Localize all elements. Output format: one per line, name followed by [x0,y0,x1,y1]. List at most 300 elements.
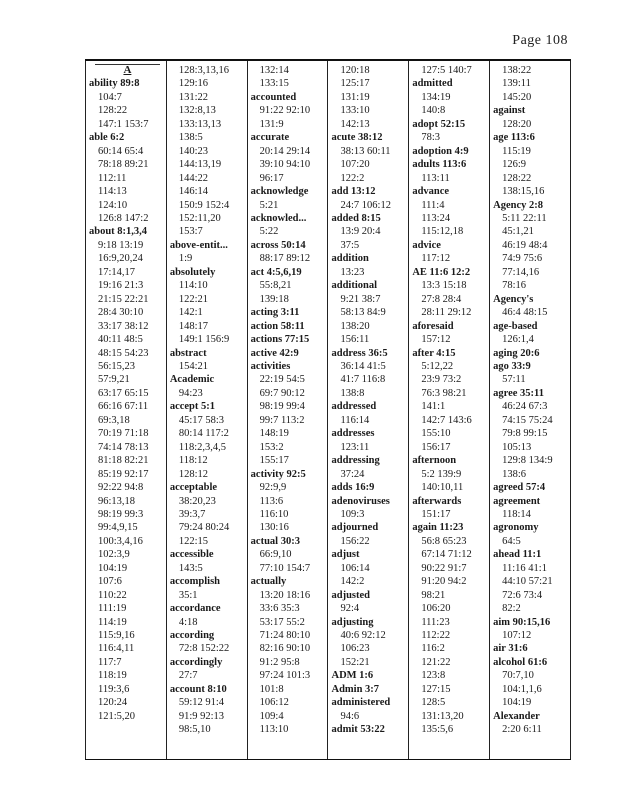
index-reference-entry: 76:3 98:21 [421,387,467,399]
index-reference-entry: 63:17 65:15 [98,387,149,399]
index-reference-entry: 139:18 [259,293,289,305]
index-reference-entry: 74:9 75:6 [502,253,543,265]
index-reference-entry: 155:10 [421,428,451,440]
index-term-entry: addressing [331,455,380,467]
index-term-entry: adjourned [331,522,379,534]
index-reference-entry: 57:9,21 [98,374,130,386]
index-reference-entry: 79:8 99:15 [502,428,548,440]
index-reference-entry: 120:18 [340,65,370,76]
index-reference-entry: 122:15 [178,535,208,547]
index-reference-entry: 38:20,23 [178,495,216,507]
index-term-entry: accessible [169,549,214,561]
index-term-entry: above-entit... [169,239,228,251]
index-reference-entry: 133:10 [340,105,370,117]
index-reference-entry: 118:19 [98,670,127,682]
index-reference-entry: 60:14 65:4 [98,145,144,157]
index-term-entry: age 113:6 [493,132,535,144]
index-reference-entry: 156:17 [421,441,451,453]
index-reference-entry: 46:19 48:4 [502,239,548,251]
index-reference-entry: 77:14,16 [502,266,540,278]
index-term-entry: additional [331,280,378,292]
index-reference-entry: 127:5 140:7 [421,65,472,76]
index-reference-entry: 132:14 [259,65,289,76]
index-reference-entry: 106:20 [421,603,451,615]
index-column [408,61,489,759]
index-reference-entry: 153:7 [178,226,203,238]
index-reference-entry: 123:11 [340,441,370,453]
index-term-entry: adjusted [331,589,370,601]
index-reference-entry: 66:16 67:11 [98,401,149,413]
index-term-entry: administered [331,697,391,709]
index-term-entry: Academic [169,374,215,386]
index-term-entry: activities [250,360,291,372]
index-reference-entry: 39:10 94:10 [259,159,311,171]
index-reference-entry: 155:17 [259,455,289,467]
index-term-entry: addition [331,253,369,265]
index-reference-entry: 104:7 [98,91,122,103]
index-reference-entry: 92:4 [340,603,360,615]
index-reference-entry: 140:10,11 [421,482,464,494]
index-reference-entry: 128:22 [98,105,128,117]
index-term-entry: ago 33:9 [493,360,531,372]
index-reference-entry: 64:5 [502,535,521,547]
index-reference-entry: 142:7 143:6 [421,414,472,426]
index-reference-entry: 122:2 [340,172,365,184]
index-term-entry: accounted [250,91,297,103]
index-reference-entry: 1:9 [178,253,193,265]
index-reference-entry: 16:9,20,24 [98,253,143,265]
index-reference-entry: 102:3,9 [98,549,130,561]
index-reference-entry: 46:24 67:3 [502,401,548,413]
index-term-entry: absolutely [169,266,216,278]
index-term-entry: adults 113:6 [412,159,467,171]
index-reference-entry: 70:19 71:18 [98,428,149,440]
index-term-entry: adoption 4:9 [412,145,469,157]
index-reference-entry: 124:10 [98,199,128,211]
index-column [327,61,408,759]
index-term-entry: adds 16:9 [331,482,375,494]
index-reference-entry: 116:2 [421,643,445,655]
index-reference-entry: 17:14,17 [98,266,136,278]
index-reference-entry: 85:19 92:17 [98,468,149,480]
index-reference-entry: 121:22 [421,656,451,668]
index-term-entry: addressed [331,401,377,413]
index-reference-entry: 144:22 [178,172,208,184]
page-number: Page 108 [512,33,568,48]
index-term-entry: advice [412,239,441,251]
index-reference-entry: 72:8 152:22 [178,643,230,655]
index-term-entry: after 4:15 [412,347,456,359]
index-reference-entry: 48:15 54:23 [98,347,149,359]
index-reference-entry: 96:13,18 [98,495,136,507]
index-reference-entry: 154:21 [178,360,208,372]
index-reference-entry: 78:18 89:21 [98,159,149,171]
index-reference-entry: 117:7 [98,656,122,668]
index-reference-entry: 37:5 [340,239,360,251]
index-reference-entry: 5:21 [259,199,279,211]
index-reference-entry: 9:18 13:19 [98,239,144,251]
index-term-entry: acknowled... [250,212,307,224]
index-term-entry: alcohol 61:6 [493,656,548,668]
index-reference-entry: 66:9,10 [259,549,292,561]
index-reference-entry: 131:13,20 [421,710,464,722]
index-reference-entry: 9:21 38:7 [340,293,381,305]
index-term-entry: acute 38:12 [331,132,383,144]
index-reference-entry: 45:17 58:3 [178,414,225,426]
index-term-entry: add 13:12 [331,186,376,198]
index-reference-entry: 109:4 [259,710,284,722]
index-reference-entry: 104:19 [98,562,128,574]
index-reference-entry: 157:12 [421,334,451,346]
index-reference-entry: 111:23 [421,616,450,628]
index-term-entry: Agency's [493,293,534,305]
index-term-entry: agree 35:11 [493,387,544,399]
index-term-entry: accordance [169,603,221,615]
index-term-entry: acknowledge [250,186,309,198]
index-term-entry: agreed 57:4 [493,482,546,494]
index-reference-entry: 128:5 [421,697,446,709]
index-reference-entry: 59:12 91:4 [178,697,225,709]
index-reference-entry: 152:21 [340,656,370,668]
index-term-entry: aim 90:15,16 [493,616,551,628]
index-reference-entry: 128:20 [502,118,532,130]
index-term-entry: again 11:23 [412,522,464,534]
index-term-entry: address 36:5 [331,347,388,359]
index-reference-entry: 2:20 6:11 [502,724,542,736]
index-term-entry: about 8:1,3,4 [89,226,148,238]
index-reference-entry: 156:22 [340,535,370,547]
index-reference-entry: 126:1,4 [502,334,534,346]
index-reference-entry: 112:22 [421,630,451,642]
index-column [489,61,571,759]
index-reference-entry: 153:2 [259,441,284,453]
index-reference-entry: 40:11 48:5 [98,334,143,346]
index-reference-entry: 115:9,16 [98,630,135,642]
index-reference-entry: 58:13 84:9 [340,307,386,319]
index-term-entry: activity 92:5 [250,468,306,480]
index-reference-entry: 98:5,10 [178,724,211,736]
index-reference-entry: 110:22 [98,589,127,601]
index-term-entry: act 4:5,6,19 [250,266,302,278]
index-reference-entry: 74:14 78:13 [98,441,149,453]
index-term-entry: actually [250,576,287,588]
index-reference-entry: 131:19 [340,91,370,103]
index-reference-entry: 133:13,13 [178,118,222,130]
index-reference-entry: 79:24 80:24 [178,522,230,534]
index-term-entry: aging 20:6 [493,347,540,359]
index-term-entry: agronomy [493,522,539,534]
index-reference-entry: 81:18 82:21 [98,455,149,467]
index-reference-entry: 105:13 [502,441,532,453]
index-reference-entry: 11:16 41:1 [502,562,547,574]
index-reference-entry: 36:14 41:5 [340,360,386,372]
index-reference-entry: 13:9 20:4 [340,226,381,238]
index-term-entry: across 50:14 [250,239,306,251]
index-reference-entry: 138:5 [178,132,203,144]
index-reference-entry: 146:14 [178,186,208,198]
index-term-entry: ability 89:8 [89,78,140,90]
index-reference-entry: 142:13 [340,118,370,130]
index-term-entry: addresses [331,428,375,440]
index-reference-entry: 78:16 [502,280,527,292]
index-reference-entry: 140:23 [178,145,208,157]
index-reference-entry: 91:20 94:2 [421,576,467,588]
index-reference-entry: 142:2 [340,576,365,588]
word-index-table [85,59,571,760]
index-reference-entry: 135:5,6 [421,724,454,736]
index-reference-entry: 126:9 [502,159,527,171]
index-term-entry: admitted [412,78,453,90]
index-reference-entry: 74:15 75:24 [502,414,553,426]
index-reference-entry: 5:11 22:11 [502,212,547,224]
index-term-entry: adopt 52:15 [412,118,466,130]
index-reference-entry: 23:9 73:2 [421,374,462,386]
index-reference-entry: 118:2,3,4,5 [178,441,226,453]
index-reference-entry: 148:17 [178,320,208,332]
index-reference-entry: 112:11 [98,172,127,184]
index-reference-entry: 120:24 [98,697,128,709]
index-reference-entry: 98:19 99:3 [98,508,144,520]
index-reference-entry: 127:15 [421,683,451,695]
index-reference-entry: 119:3,6 [98,683,130,695]
index-reference-entry: 121:5,20 [98,710,136,722]
index-reference-entry: 113:6 [259,495,284,507]
index-reference-entry: 44:10 57:21 [502,576,553,588]
index-term-entry: ahead 11:1 [493,549,542,561]
index-reference-entry: 140:8 [421,105,446,117]
index-reference-entry: 115:19 [502,145,531,157]
index-reference-entry: 80:14 117:2 [178,428,229,440]
index-reference-entry: 28:4 30:10 [98,307,144,319]
index-term-entry: added 8:15 [331,212,381,224]
index-reference-entry: 55:8,21 [259,280,292,292]
index-reference-entry: 46:4 48:15 [502,307,548,319]
index-reference-entry: 142:1 [178,307,203,319]
index-term-entry: against [493,105,526,117]
index-reference-entry: 22:19 54:5 [259,374,305,386]
index-reference-entry: 35:1 [178,589,198,601]
index-reference-entry: 69:3,18 [98,414,130,426]
index-reference-entry: 149:1 156:9 [178,334,230,346]
index-reference-entry: 156:11 [340,334,370,346]
section-letter-heading: A [89,64,166,77]
index-reference-entry: 131:22 [178,91,208,103]
index-reference-entry: 130:16 [259,522,289,534]
index-reference-entry: 90:22 91:7 [421,562,467,574]
index-reference-entry: 107:12 [502,630,532,642]
index-reference-entry: 5:12,22 [421,360,454,372]
index-reference-entry: 13:23 [340,266,365,278]
index-term-entry: Admin 3:7 [331,683,380,695]
index-reference-entry: 113:11 [421,172,450,184]
index-reference-entry: 98:21 [421,589,446,601]
index-term-entry: able 6:2 [89,132,125,144]
index-term-entry: age-based [493,320,538,332]
index-reference-entry: 122:21 [178,293,208,305]
index-term-entry: admit 53:22 [331,724,385,736]
index-term-entry: Agency 2:8 [493,199,544,211]
index-reference-entry: 39:3,7 [178,508,206,520]
index-reference-entry: 113:24 [421,212,451,224]
index-reference-entry: 104:1,1,6 [502,683,542,695]
index-reference-entry: 82:2 [502,603,521,615]
index-reference-entry: 129:8 134:9 [502,455,553,467]
index-reference-entry: 115:12,18 [421,226,464,238]
index-reference-entry: 118:14 [502,508,531,520]
index-reference-entry: 45:1,21 [502,226,534,238]
index-reference-entry: 116:4,11 [98,643,135,655]
index-reference-entry: 133:15 [259,78,289,90]
index-reference-entry: 107:20 [340,159,370,171]
index-reference-entry: 38:13 60:11 [340,145,391,157]
index-reference-entry: 106:14 [340,562,370,574]
index-reference-entry: 104:19 [502,697,532,709]
index-reference-entry: 99:7 113:2 [259,414,305,426]
index-reference-entry: 128:3,13,16 [178,65,229,76]
index-reference-entry: 128:12 [178,468,208,480]
index-reference-entry: 99:4,9,15 [98,522,138,534]
index-reference-entry: 41:7 116:8 [340,374,386,386]
index-term-entry: abstract [169,347,207,359]
index-reference-entry: 78:3 [421,132,440,144]
index-reference-entry: 151:17 [421,508,451,520]
index-reference-entry: 91:9 92:13 [178,710,225,722]
index-term-entry: accomplish [169,576,220,588]
index-term-entry: agreement [493,495,541,507]
index-reference-entry: 91:22 92:10 [259,105,311,117]
index-reference-entry: 100:3,4,16 [98,535,143,547]
index-reference-entry: 134:19 [421,91,451,103]
index-term-entry: according [169,630,215,642]
index-reference-entry: 27:8 28:4 [421,293,462,305]
index-term-entry: acceptable [169,482,218,494]
index-reference-entry: 82:16 90:10 [259,643,311,655]
index-reference-entry: 70:7,10 [502,670,534,682]
index-reference-entry: 111:19 [98,603,127,615]
index-reference-entry: 114:19 [98,616,127,628]
index-reference-entry: 92:22 94:8 [98,482,144,494]
index-reference-entry: 118:12 [178,455,208,467]
index-term-entry: account 8:10 [169,683,227,695]
index-reference-entry: 150:9 152:4 [178,199,230,211]
index-reference-entry: 98:19 99:4 [259,401,305,413]
index-term-entry: actual 30:3 [250,535,300,547]
index-term-entry: accept 5:1 [169,401,216,413]
index-term-entry: afternoon [412,455,457,467]
index-reference-entry: 24:7 106:12 [340,199,391,211]
index-reference-entry: 129:16 [178,78,208,90]
index-reference-entry: 141:1 [421,401,446,413]
index-reference-entry: 111:4 [421,199,445,211]
index-reference-entry: 132:8,13 [178,105,216,117]
index-term-entry: adenoviruses [331,495,390,507]
index-term-entry: advance [412,186,450,198]
index-reference-entry: 126:8 147:2 [98,212,149,224]
index-reference-entry: 96:17 [259,172,284,184]
index-reference-entry: 92:9,9 [259,482,287,494]
index-reference-entry: 109:3 [340,508,365,520]
index-reference-entry: 33:17 38:12 [98,320,149,332]
index-reference-entry: 56:8 65:23 [421,535,467,547]
index-term-entry: ADM 1:6 [331,670,374,682]
index-reference-entry: 143:5 [178,562,203,574]
index-reference-entry: 106:12 [259,697,289,709]
index-reference-entry: 138:20 [340,320,370,332]
index-reference-entry: 148:19 [259,428,289,440]
index-reference-entry: 117:12 [421,253,451,265]
index-reference-entry: 27:7 [178,670,198,682]
index-term-entry: accurate [250,132,290,144]
index-reference-entry: 114:10 [178,280,208,292]
index-reference-entry: 28:11 29:12 [421,307,472,319]
index-reference-entry: 20:14 29:14 [259,145,311,157]
index-reference-entry: 144:13,19 [178,159,222,171]
index-reference-entry: 67:14 71:12 [421,549,472,561]
index-reference-entry: 94:23 [178,387,203,399]
index-term-entry: AE 11:6 12:2 [412,266,471,278]
index-reference-entry: 128:22 [502,172,532,184]
index-term-entry: actions 77:15 [250,334,310,346]
index-term-entry: adjusting [331,616,374,628]
index-reference-entry: 106:23 [340,643,370,655]
index-reference-entry: 69:7 90:12 [259,387,305,399]
index-reference-entry: 53:17 55:2 [259,616,305,628]
index-reference-entry: 5:2 139:9 [421,468,462,480]
index-reference-entry: 131:9 [259,118,284,130]
index-term-entry: adjust [331,549,360,561]
index-reference-entry: 147:1 153:7 [98,118,149,130]
index-reference-entry: 13:20 18:16 [259,589,311,601]
index-reference-entry: 33:6 35:3 [259,603,300,615]
index-column [166,61,247,759]
index-reference-entry: 72:6 73:4 [502,589,543,601]
index-reference-entry: 145:20 [502,91,532,103]
index-reference-entry: 107:6 [98,576,122,588]
index-term-entry: aforesaid [412,320,454,332]
index-reference-entry: 77:10 154:7 [259,562,311,574]
index-reference-entry: 94:6 [340,710,360,722]
index-reference-entry: 116:14 [340,414,370,426]
index-reference-entry: 21:15 22:21 [98,293,149,305]
index-reference-entry: 57:11 [502,374,526,386]
index-reference-entry: 116:10 [259,508,289,520]
index-reference-entry: 113:10 [259,724,289,736]
index-reference-entry: 125:17 [340,78,370,90]
index-term-entry: acting 3:11 [250,307,300,319]
index-reference-entry: 37:24 [340,468,365,480]
index-reference-entry: 139:11 [502,78,531,90]
index-reference-entry: 13:3 15:18 [421,280,467,292]
index-reference-entry: 152:11,20 [178,212,221,224]
index-term-entry: Alexander [493,710,540,722]
index-reference-entry: 4:18 [178,616,198,628]
index-column [247,61,328,759]
index-term-entry: active 42:9 [250,347,299,359]
index-reference-entry: 138:8 [340,387,365,399]
index-reference-entry: 56:15,23 [98,360,136,372]
index-reference-entry: 101:8 [259,683,284,695]
index-term-entry: air 31:6 [493,643,528,655]
index-reference-entry: 19:16 21:3 [98,280,144,292]
index-reference-entry: 138:22 [502,65,532,76]
index-reference-entry: 71:24 80:10 [259,630,311,642]
index-term-entry: afterwards [412,495,462,507]
index-term-entry: accordingly [169,656,223,668]
index-reference-entry: 138:6 [502,468,527,480]
index-reference-entry: 88:17 89:12 [259,253,311,265]
index-reference-entry: 114:13 [98,186,127,198]
index-reference-entry: 5:22 [259,226,279,238]
